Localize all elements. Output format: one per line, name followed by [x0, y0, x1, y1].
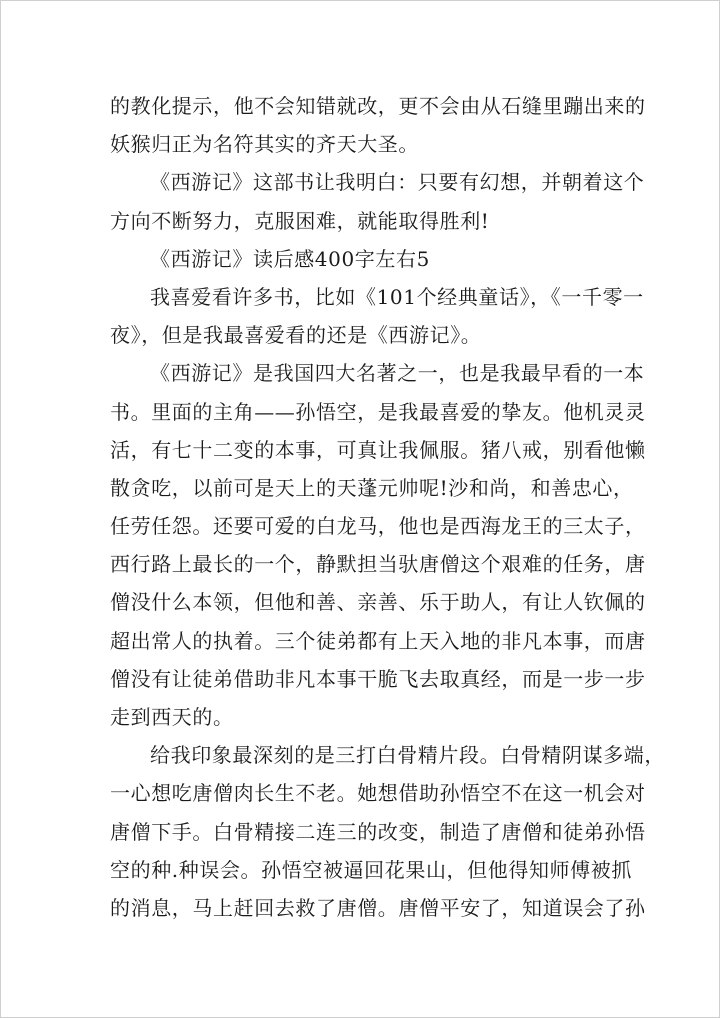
document-body	[110, 87, 665, 927]
text-line: 我喜爱看许多书，比如《101个经典童话》，《一千零一	[150, 284, 644, 309]
text-line: 走到西天的。	[110, 705, 234, 729]
text-line: 给我印象最深刻的是三打白骨精片段。白骨精阴谋多端，	[150, 743, 665, 768]
text-line: 超出常人的执着。三个徒弟都有上天入地的非凡本事，而唐	[110, 628, 646, 653]
text-line: 活，有七十二变的本事，可真让我佩服。猪八戒，别看他懒	[110, 437, 646, 462]
text-line: 妖猴归正为名符其实的齐天大圣。	[110, 132, 419, 157]
text-line: 僧没什么本领，但他和善、亲善、乐于助人，有让人钦佩的	[110, 590, 646, 615]
text-line: 的教化提示，他不会知错就改，更不会由从石缝里蹦出来的	[110, 94, 646, 118]
text-line: 的消息，马上赶回去救了唐僧。唐僧平安了，知道误会了孙	[110, 895, 646, 920]
text-line: 一心想吃唐僧肉长生不老。她想借助孙悟空不在这一机会对	[110, 781, 646, 806]
text-line: 夜》，但是我最喜爱看的还是《西游记》。	[110, 323, 482, 348]
text-line: 《西游记》这部书让我明白：只要有幻想，并朝着这个	[150, 170, 645, 195]
text-line: 任劳任怨。还要可爱的白龙马，他也是西海龙王的三太子，	[110, 514, 646, 539]
text-line: 僧没有让徒弟借助非凡本事干脆飞去取真经，而是一步一步	[110, 666, 646, 691]
text-line: 方向不断努力，克服困难，就能取得胜利!	[110, 208, 490, 233]
text-line: 西行路上最长的一个，静默担当驮唐僧这个艰难的任务，唐	[110, 552, 646, 577]
text-line: 散贪吃，以前可是天上的天蓬元帅呢!沙和尚，和善忠心，	[110, 475, 634, 500]
text-line: 空的种.种误会。孙悟空被逼回花果山，但他得知师傅被抓	[110, 857, 632, 882]
section-heading: 《西游记》读后感400字左右5	[150, 246, 430, 271]
text-line: 《西游记》是我国四大名著之一，也是我最早看的一本	[150, 361, 645, 386]
text-line: 书。里面的主角——孙悟空，是我最喜爱的挚友。他机灵灵	[110, 399, 646, 424]
text-line: 唐僧下手。白骨精接二连三的改变，制造了唐僧和徒弟孙悟	[110, 819, 646, 844]
